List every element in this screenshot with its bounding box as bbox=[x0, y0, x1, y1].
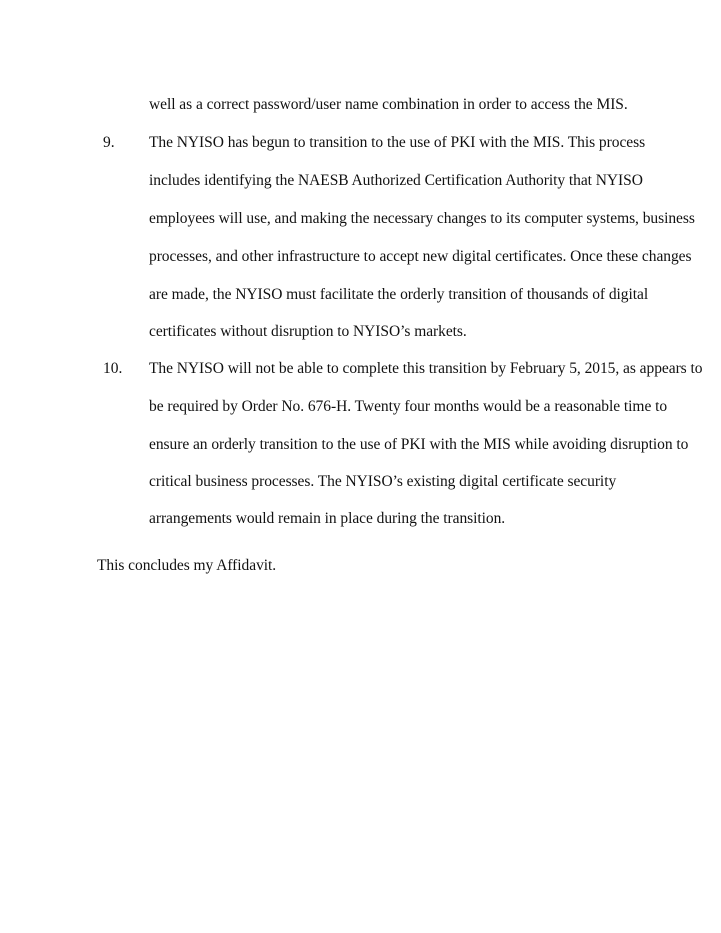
paragraph-9-line-1: The NYISO has begun to transition to the use of PKI with the MIS. This process bbox=[149, 134, 646, 151]
continuation-line: well as a correct password/user name combination in order to access the MIS. bbox=[149, 96, 628, 113]
paragraph-number-10: 10. bbox=[103, 360, 123, 377]
paragraph-9-line-5: are made, the NYISO must facilitate the orderly transition of thousands of digital bbox=[149, 286, 649, 303]
paragraph-10-line-1: The NYISO will not be able to complete this transition by February 5, 2015, as appears to bbox=[149, 360, 703, 377]
paragraph-9-line-6: certificates without disruption to NYISO’s markets. bbox=[149, 323, 467, 340]
paragraph-number-9: 9. bbox=[103, 134, 115, 151]
paragraph-9-line-2: includes identifying the NAESB Authorized Certification Authority that NYISO bbox=[149, 172, 643, 189]
paragraph-9-line-4: processes, and other infrastructure to accept new digital certificates. Once these changes bbox=[149, 248, 692, 265]
paragraph-10-line-5: arrangements would remain in place during the transition. bbox=[149, 510, 506, 527]
closing-statement: This concludes my Affidavit. bbox=[97, 557, 277, 574]
paragraph-10-line-4: critical business processes. The NYISO’s existing digital certificate security bbox=[149, 473, 617, 490]
paragraph-10-line-3: ensure an orderly transition to the use of PKI with the MIS while avoiding disruption to bbox=[149, 436, 689, 453]
paragraph-10-line-2: be required by Order No. 676-H. Twenty four months would be a reasonable time to bbox=[149, 398, 668, 415]
paragraph-9-line-3: employees will use, and making the necessary changes to its computer systems, business bbox=[149, 210, 695, 227]
